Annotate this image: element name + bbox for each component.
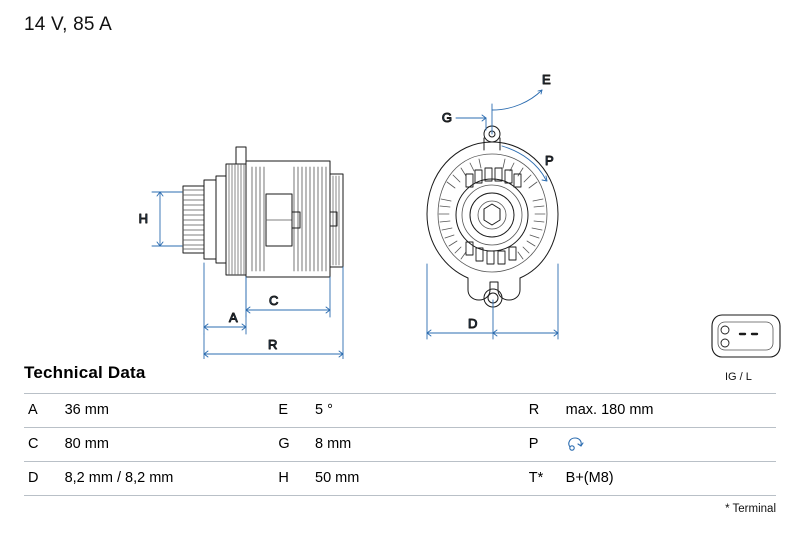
technical-data-section (24, 363, 776, 496)
row-key-g: G (274, 428, 311, 462)
row-key-a: A (24, 394, 61, 428)
row-key-c: C (24, 428, 61, 462)
dimension-h (152, 192, 182, 246)
row-value-a: 36 mm (61, 394, 275, 428)
page-title: 14 V, 85 A (24, 14, 112, 35)
connector-label: IG / L (725, 371, 752, 383)
table-row (24, 428, 776, 462)
technical-data-table (24, 393, 776, 496)
pulley-rotation-icon (566, 436, 588, 452)
dimension-e (492, 90, 542, 134)
row-key-t: T* (525, 462, 562, 496)
row-value-g: 8 mm (311, 428, 525, 462)
label-r: R (268, 337, 278, 352)
label-c: C (269, 293, 279, 308)
label-h: H (138, 211, 148, 226)
row-value-t: B+(M8) (562, 462, 776, 496)
dimension-c (246, 277, 330, 317)
table-row (24, 394, 776, 428)
dimension-g (456, 115, 486, 130)
row-value-c: 80 mm (61, 428, 275, 462)
row-key-p: P (525, 428, 562, 462)
label-e: E (542, 72, 551, 87)
label-d: D (468, 316, 478, 331)
row-key-d: D (24, 462, 61, 496)
label-p: P (545, 153, 554, 168)
label-a: A (229, 310, 238, 325)
row-value-e: 5 ° (311, 394, 525, 428)
row-key-h: H (274, 462, 311, 496)
dimension-a (204, 263, 246, 334)
row-key-r: R (525, 394, 562, 428)
label-g: G (441, 110, 452, 125)
terminal-footnote: * Terminal (725, 503, 776, 515)
technical-data-heading: Technical Data (24, 363, 146, 382)
row-value-d: 8,2 mm / 8,2 mm (61, 462, 275, 496)
row-value-r: max. 180 mm (562, 394, 776, 428)
row-key-e: E (274, 394, 311, 428)
dimension-d (427, 264, 558, 339)
row-value-p (562, 428, 776, 462)
connector-plug-icon (712, 315, 780, 357)
row-value-h: 50 mm (311, 462, 525, 496)
alternator-front-view-icon (427, 126, 558, 307)
table-row (24, 462, 776, 496)
alternator-side-view-icon (183, 147, 343, 277)
